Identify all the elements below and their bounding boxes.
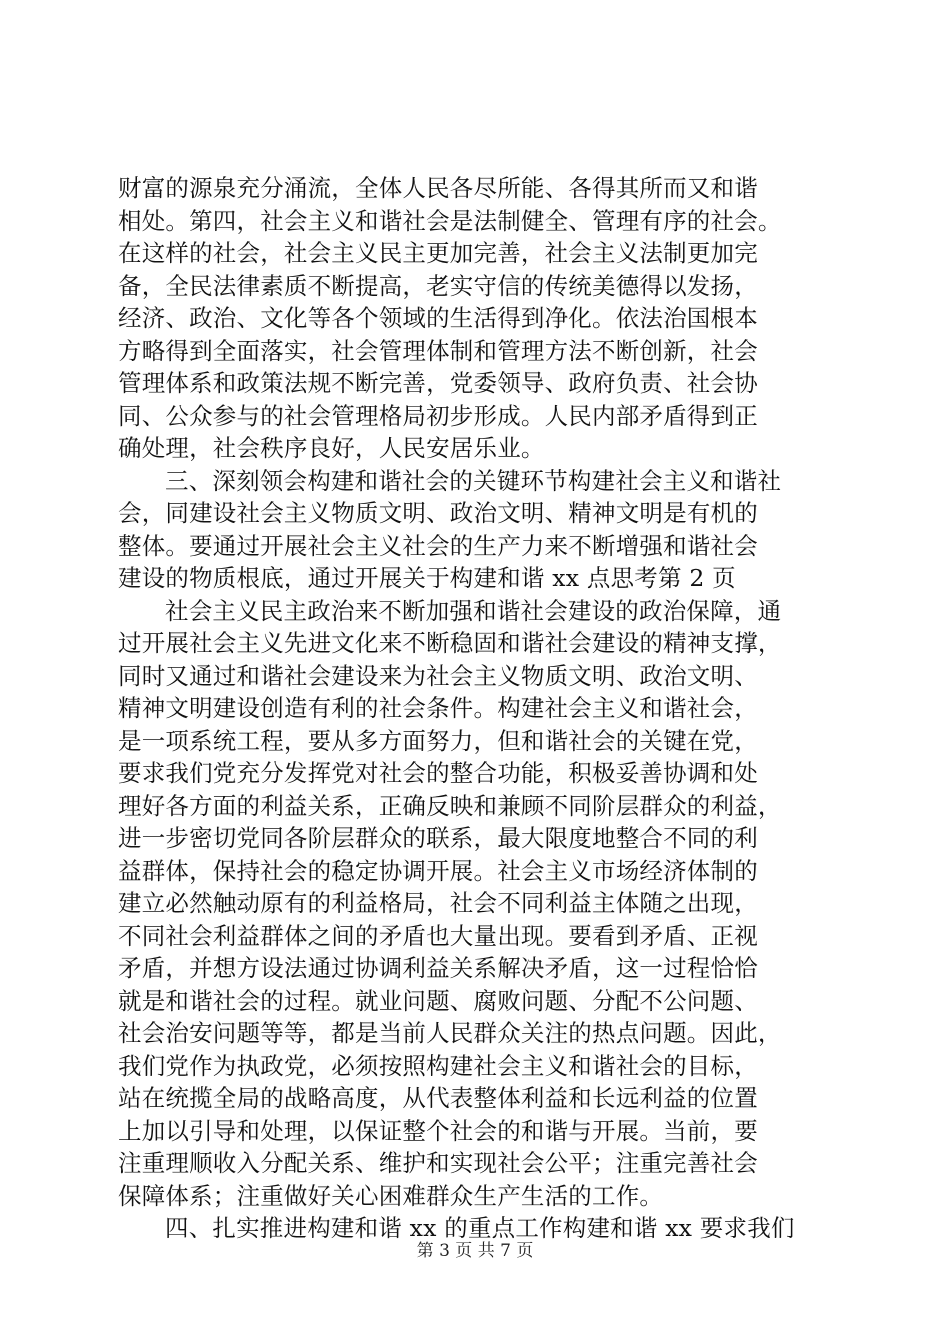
text-line: 财富的源泉充分涌流，全体人民各尽所能、各得其所而又和谐 bbox=[118, 174, 758, 202]
text-line: 建设的物质根底，通过开展关于构建和谐 xx 点思考第 2 页 bbox=[118, 564, 736, 592]
text-line: 建立必然触动原有的利益格局，社会不同利益主体随之出现， bbox=[118, 889, 758, 917]
text-line: 上加以引导和处理，以保证整个社会的和谐与开展。当前，要 bbox=[118, 1116, 758, 1145]
page-footer: 第 3 页 共 7 页 bbox=[416, 1241, 534, 1261]
text-line: 社会主义民主政治来不断加强和谐社会建设的政治保障，通 bbox=[165, 596, 782, 625]
text-line: 相处。第四，社会主义和谐社会是法制健全、管理有序的社会。 bbox=[118, 206, 782, 235]
text-line: 社会治安问题等等，都是当前人民群众关注的热点问题。因此， bbox=[118, 1019, 782, 1047]
document-body bbox=[118, 172, 838, 1245]
text-line: 站在统揽全局的战略高度，从代表整体利益和长远利益的位置 bbox=[118, 1084, 758, 1112]
text-line: 备，全民法律素质不断提高，老实守信的传统美德得以发扬， bbox=[118, 271, 758, 300]
text-line: 保障体系；注重做好关心困难群众生产生活的工作。 bbox=[118, 1181, 664, 1210]
text-line: 注重理顺收入分配关系、维护和实现社会公平；注重完善社会 bbox=[118, 1149, 758, 1177]
text-line: 方略得到全面落实，社会管理体制和管理方法不断创新，社会 bbox=[118, 336, 758, 365]
text-line: 会，同建设社会主义物质文明、政治文明、精神文明是有机的 bbox=[118, 499, 758, 527]
text-line: 矛盾，并想方设法通过协调利益关系解决矛盾，这一过程恰恰 bbox=[118, 954, 758, 982]
text-line: 不同社会利益群体之间的矛盾也大量出现。要看到矛盾、正视 bbox=[118, 921, 758, 950]
text-line: 理好各方面的利益关系，正确反映和兼顾不同阶层群众的利益， bbox=[118, 791, 782, 820]
text-line: 过开展社会主义先进文化来不断稳固和谐社会建设的精神支撑， bbox=[118, 629, 782, 657]
text-line: 管理体系和政策法规不断完善，党委领导、政府负责、社会协 bbox=[118, 369, 758, 397]
text-line: 四、扎实推进构建和谐 xx 的重点工作构建和谐 xx 要求我们 bbox=[165, 1214, 795, 1242]
text-line: 经济、政治、文化等各个领域的生活得到净化。依法治国根本 bbox=[118, 304, 758, 332]
text-line: 同时又通过和谐社会建设来为社会主义物质文明、政治文明、 bbox=[118, 661, 758, 690]
text-line: 要求我们党充分发挥党对社会的整合功能，积极妥善协调和处 bbox=[118, 759, 758, 787]
text-line: 就是和谐社会的过程。就业问题、腐败问题、分配不公问题、 bbox=[118, 986, 758, 1015]
text-line: 精神文明建设创造有利的社会条件。构建社会主义和谐社会， bbox=[118, 694, 758, 722]
text-line: 益群体，保持社会的稳定协调开展。社会主义市场经济体制的 bbox=[118, 856, 758, 885]
text-line: 我们党作为执政党，必须按照构建社会主义和谐社会的目标， bbox=[118, 1051, 758, 1080]
text-line: 是一项系统工程，要从多方面努力，但和谐社会的关键在党， bbox=[118, 726, 758, 755]
text-line: 整体。要通过开展社会主义社会的生产力来不断增强和谐社会 bbox=[118, 531, 758, 560]
text-line: 确处理，社会秩序良好，人民安居乐业。 bbox=[118, 434, 545, 462]
text-line: 三、深刻领会构建和谐社会的关键环节构建社会主义和谐社 bbox=[165, 466, 782, 495]
text-line: 进一步密切党同各阶层群众的联系，最大限度地整合不同的利 bbox=[118, 824, 758, 852]
text-line: 在这样的社会，社会主义民主更加完善，社会主义法制更加完 bbox=[118, 239, 758, 267]
text-line: 同、公众参与的社会管理格局初步形成。人民内部矛盾得到正 bbox=[118, 401, 758, 430]
